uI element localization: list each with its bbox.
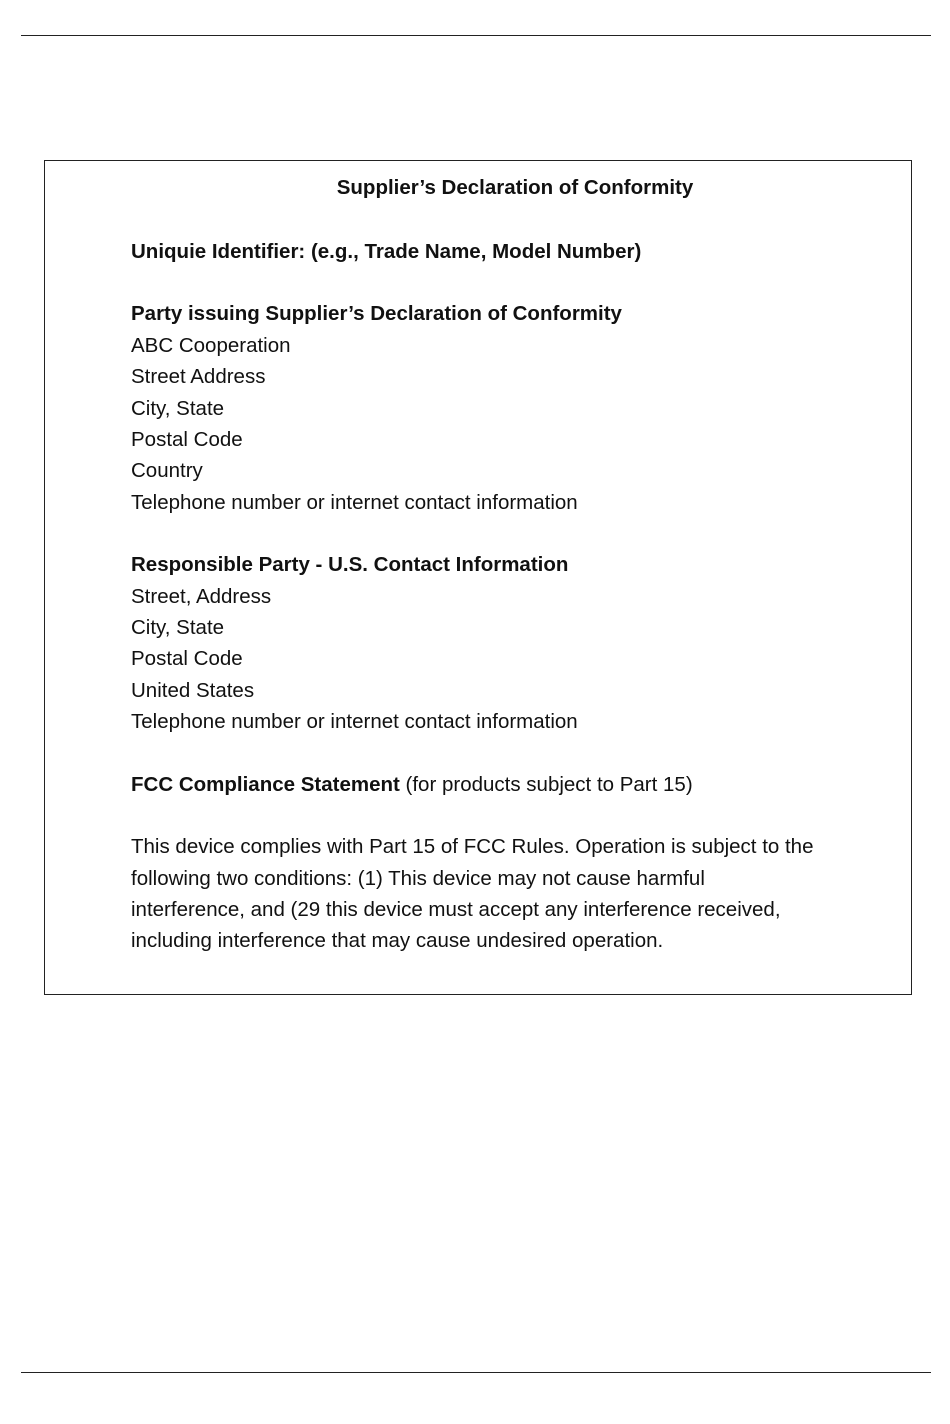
issuing-party-section (131, 298, 911, 518)
fcc-statement (131, 831, 911, 957)
responsible-party-line: United States (131, 678, 255, 702)
issuing-party-line: Country (131, 459, 203, 483)
top-rule (21, 35, 931, 36)
fcc-statement-line: including interference that may cause undesired operation. (131, 929, 664, 953)
issuing-party-line: Street Address (131, 365, 266, 389)
responsible-party-line: Street, Address (131, 584, 272, 608)
issuing-party-line: Telephone number or internet contact information (131, 490, 578, 514)
fcc-heading-note: (for products subject to Part 15) (399, 772, 693, 796)
fcc-heading-bold: FCC Compliance Statement (131, 772, 400, 796)
fcc-statement-line: following two conditions: (1) This device may not cause harmful (131, 866, 705, 890)
responsible-party-line: Telephone number or internet contact information (131, 710, 578, 734)
fcc-statement-line: This device complies with Part 15 of FCC Rules. Operation is subject to the (131, 835, 814, 859)
responsible-party-heading: Responsible Party - U.S. Contact Information (131, 553, 569, 577)
declaration-content (131, 236, 911, 957)
responsible-party-line: Postal Code (131, 647, 243, 671)
declaration-box (44, 160, 912, 995)
spacer (131, 518, 911, 549)
spacer (131, 800, 911, 831)
fcc-statement-line: interference, and (29 this device must accept any interference received, (131, 897, 781, 921)
issuing-party-line: City, State (131, 396, 225, 420)
issuing-party-line: Postal Code (131, 428, 243, 452)
spacer (131, 738, 911, 769)
declaration-title: Supplier’s Declaration of Conformity (336, 176, 694, 199)
spacer (131, 267, 911, 298)
unique-identifier: Uniquie Identifier: (e.g., Trade Name, Model Number) (131, 240, 642, 263)
issuing-party-heading: Party issuing Supplier’s Declaration of Conformity (131, 302, 622, 326)
bottom-rule (21, 1372, 931, 1373)
responsible-party-line: City, State (131, 616, 225, 640)
responsible-party-section (131, 549, 911, 737)
issuing-party-line: ABC Cooperation (131, 333, 291, 357)
fcc-heading (131, 769, 911, 800)
